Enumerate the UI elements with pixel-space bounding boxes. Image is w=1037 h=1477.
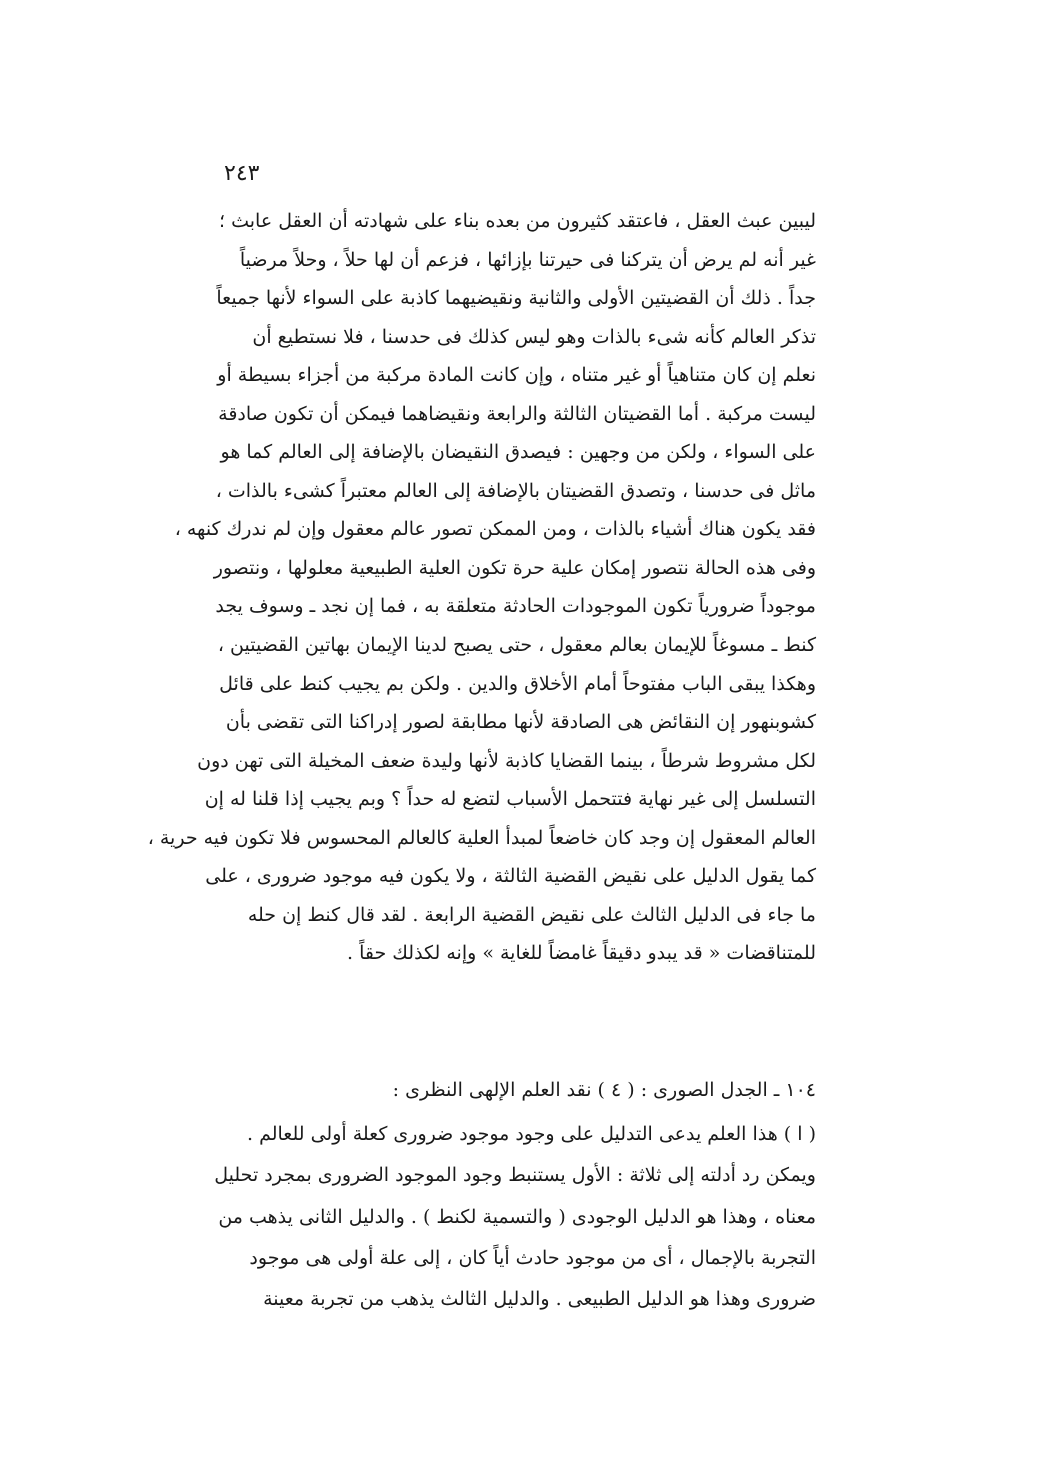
text-line: موجوداً ضرورياً تكون الموجودات الحادثة متعلقة به ، فما إن نجد ـ وسوف يجد (215, 595, 816, 618)
text-line: وفى هذه الحالة نتصور إمكان علية حرة تكون العلية الطبيعية معلولها ، ونتصور (213, 556, 816, 579)
text-line: ماثل فى حدسنا ، وتصدق القضيتان بالإضافة إلى العالم معتبراً كشىء بالذات ، (215, 479, 816, 502)
text-line: تذكر العالم كأنه شىء بالذات وهو ليس كذلك فى حدسنا ، فلا نستطيع أن (252, 325, 816, 348)
paragraph-theology-critique (216, 1114, 816, 1320)
text-line: ( ا ) هذا العلم يدعى التدليل على وجود موجود ضرورى كعلة أولى للعالم . (246, 1123, 816, 1145)
text-line: ليبين عبث العقل ، فاعتقد كثيرون من بعده بناء على شهادته أن العقل عابث ؛ (219, 210, 816, 232)
text-line: التجربة بالإجمال ، أى من موجود حادث أياً كان ، إلى علة أولى هى موجود (249, 1246, 816, 1269)
section-heading: ١٠٤ ـ الجدل الصورى : ( ٤ ) نقد العلم الإلهى النظرى : (392, 1079, 816, 1101)
text-line: للمتناقضات « قد يبدو دقيقاً غامضاً للغاية » وإنه لكذلك حقاً . (347, 942, 816, 965)
text-line: معناه ، وهذا هو الدليل الوجودى ( والتسمية لكنط ) . والدليل الثانى يذهب من (218, 1205, 816, 1228)
text-line: لكل مشروط شرطاً ، بينما القضايا كاذبة لأنها وليدة ضعف المخيلة التى تهن دون (197, 749, 816, 772)
text-line: غير أنه لم يرض أن يتركنا فى حيرتنا بإزائها ، فزعم أن لها حلاً ، وحلاً مرضياً (239, 248, 816, 271)
text-line: فقد يكون هناك أشياء بالذات ، ومن الممكن تصور عالم معقول وإن لم ندرك كنهه ، (174, 518, 816, 541)
text-line: كما يقول الدليل على نقيض القضية الثالثة ، ولا يكون فيه موجود ضرورى ، على (205, 865, 816, 888)
paragraph-kant-antinomies (147, 202, 816, 973)
text-line: نعلم إن كان متناهياً أو غير متناه ، وإن كانت المادة مركبة من أجزاء بسيطة أو (217, 364, 816, 387)
text-line: وهكذا يبقى الباب مفتوحاً أمام الأخلاق والدين . ولكن بم يجيب كنط على قائل (219, 672, 816, 695)
text-line: كشوبنهور إن النقائض هى الصادقة لأنها مطابقة لصور إدراكنا التى تقضى بأن (225, 711, 816, 734)
text-line: التسلسل إلى غير نهاية فتتحمل الأسباب لتضع له حداً ؟ وبم يجيب إذا قلنا له إن (204, 788, 816, 811)
text-line: ما جاء فى الدليل الثالث على نقيض القضية الرابعة . لقد قال كنط إن حله (247, 903, 816, 926)
text-line: ليست مركبة . أما القضيتان الثالثة والرابعة ونقيضاهما فيمكن أن تكون صادقة (218, 402, 816, 425)
text-line: العالم المعقول إن وجد كان خاضعاً لمبدأ العلية كالعالم المحسوس فلا تكون فيه حرية ، (147, 826, 816, 849)
text-line: كنط ـ مسوغاً للإيمان بعالم معقول ، حتى يصبح لدينا الإيمان بهاتين القضيتين ، (217, 634, 816, 657)
text-line: ضرورى وهذا هو الدليل الطبيعى . والدليل الثالث يذهب من تجربة معينة (263, 1288, 816, 1311)
text-line: على السواء ، ولكن من وجهين : فيصدق النقيضان بالإضافة إلى العالم كما هو (220, 441, 816, 464)
text-line: ويمكن رد أدلته إلى ثلاثة : الأول يستنبط وجود الموجود الضرورى بمجرد تحليل (214, 1164, 816, 1187)
page-number: ٢٤٣ (224, 161, 260, 186)
text-line: جداً . ذلك أن القضيتين الأولى والثانية ونقيضيهما كاذبة على السواء لأنها جميعاً (216, 287, 816, 310)
